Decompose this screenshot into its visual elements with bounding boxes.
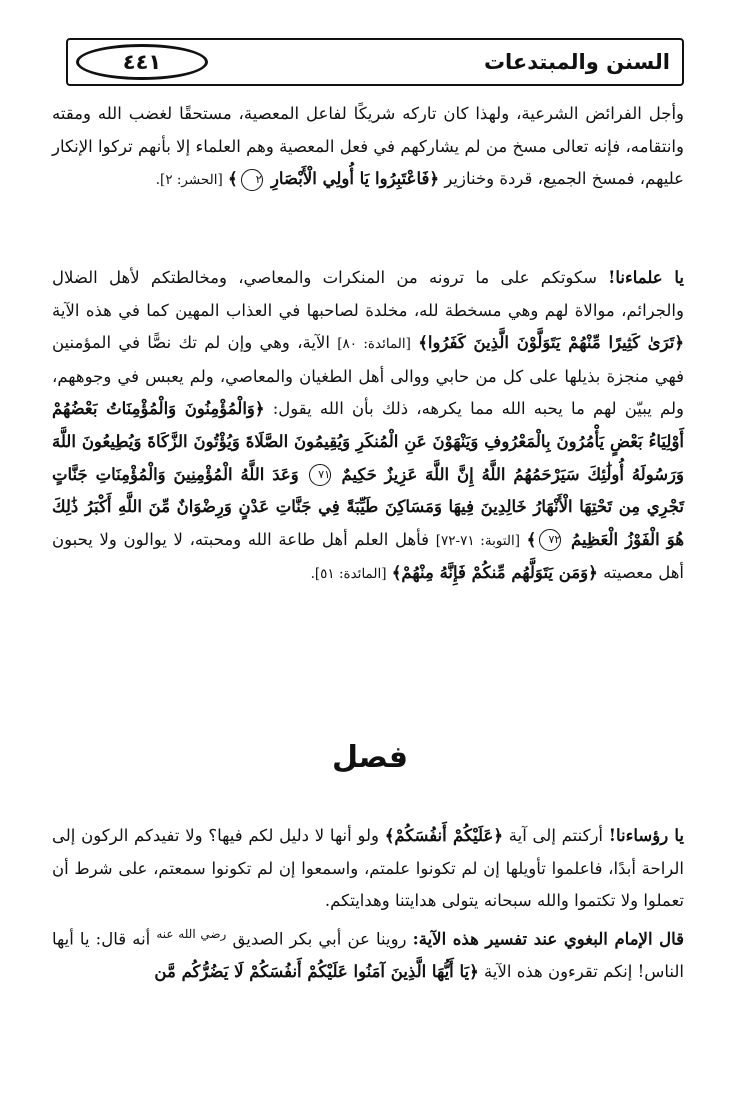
verse-number-marker: ٧١	[309, 464, 331, 486]
honorific-symbol: رضي الله عنه	[156, 926, 227, 941]
paragraph-text: أنه قال: يا أيها الناس! إنكم تقرءون هذه الآية	[52, 929, 684, 981]
running-title: السنن والمبتدعات	[483, 50, 670, 74]
verse-number-marker: ٢	[241, 169, 263, 191]
paragraph-text: روينا عن أبي بكر الصديق	[232, 929, 407, 949]
verse-reference: [التوبة: ٧١-٧٢]	[435, 532, 521, 549]
page-number: ٤٤١	[122, 50, 162, 74]
quran-quote: ﴿فَاعْتَبِرُوا يَا أُولِي الْأَبْصَارِ	[270, 169, 440, 189]
page-header	[66, 38, 684, 86]
page-number-oval	[76, 44, 208, 80]
paragraph-3	[52, 820, 684, 988]
quran-quote: وَعَدَ اللَّهُ الْمُؤْمِنِينَ وَالْمُؤْمِنَاتِ جَنَّاتٍ تَجْرِي مِن تَحْتِهَا الْأَنْهَارُ خَالِدِينَ فِيهَا وَمَسَاكِنَ طَيِّبَةً فِي جَنَّاتِ عَدْنٍ وَرِضْوَانٌ مِّنَ اللَّهِ أَكْبَرُ ذَٰلِكَ هُوَ الْفَوْزُ الْعَظِيمُ	[52, 464, 685, 549]
paragraph-text: ولو أنها لا دليل لكم فيها؟ ولا تفيدكم الركون إلى الراحة أبدًا، فاعلموا تأويلها إن لم تكونوا علمتم، واسمعوا إن لم تكونوا سمعتم، على شرط أن تعملوا ولا تكتموا والله سبحانه يتولى هدايتنا وهدايتكم.	[52, 826, 684, 911]
verse-reference: [المائدة: ٨٠]	[337, 336, 411, 353]
paragraph-text: أركنتم إلى آية	[508, 826, 603, 845]
quran-close: ﴾	[228, 169, 238, 189]
paragraph-lead: قال الإمام البغوي عند تفسير هذه الآية:	[412, 929, 685, 949]
paragraph-text: الآية، وهي وإن لم تك نصًّا في المؤمنين فهي منجزة بذيلها على كل من حابي ووالى أهل الطغيان والمعاصي، ولم يعبس في وجوههم، ولم يبيّن لهم ما يحبه الله مما يكرهه، ذلك بأن الله يقول:	[52, 333, 684, 419]
paragraph-lead: يا علماءنا!	[608, 268, 684, 287]
paragraph-2	[52, 262, 684, 591]
paragraph-text: سكوتكم على ما ترونه من المنكرات والمعاصي، ومخالطتكم لأهل الضلال والجرائم، موالاة لهم وهي مسخطة لله، مخلدة لصاحبها في العذاب المهين كما في هذه الآية	[52, 268, 684, 320]
quran-quote: ﴿عَلَيْكُمْ أَنفُسَكُمْ﴾	[384, 826, 504, 845]
paragraph-lead: يا رؤساءنا!	[608, 826, 685, 845]
paragraph-text: فأهل العلم أهل طاعة الله ومحبته، لا يوالون ولا يحبون أهل معصيته	[52, 529, 684, 583]
quran-close: ﴾	[526, 529, 537, 549]
paragraph-text: وأجل الفرائض الشرعية، ولهذا كان تاركه شريكًا لفاعل المعصية، مستحقًا لغضب الله ومقته وانتقامه، فإنه تعالى مسخ من لم يشاركهم في فعل المعصية وهم العلماء إلا بأنهم تركوا الإنكار عليهم، فمسخ الجميع، قردة وخنازير	[52, 104, 684, 189]
quran-quote: ﴿يَا أَيُّهَا الَّذِينَ آمَنُوا عَلَيْكُمْ أَنفُسَكُمْ لَا يَضُرُّكُم مَّن	[154, 961, 479, 981]
paragraph-1	[52, 98, 684, 197]
verse-reference: [الحشر: ٢].	[155, 172, 223, 189]
quran-quote: ﴿وَمَن يَتَوَلَّهُم مِّنكُمْ فَإِنَّهُ مِنْهُمْ﴾	[391, 563, 598, 583]
quran-quote: ﴿وَالْمُؤْمِنُونَ وَالْمُؤْمِنَاتُ بَعْضُهُمْ أَوْلِيَاءُ بَعْضٍ يَأْمُرُونَ بِالْمَعْرُوفِ وَيَنْهَوْنَ عَنِ الْمُنكَرِ وَيُقِيمُونَ الصَّلَاةَ وَيُؤْتُونَ الزَّكَاةَ وَيُطِيعُونَ اللَّهَ وَرَسُولَهُ أُولَٰئِكَ سَيَرْحَمُهُمُ اللَّهُ إِنَّ اللَّهَ عَزِيزٌ حَكِيمٌ	[52, 399, 684, 484]
verse-number-marker: ٧٢	[539, 529, 561, 551]
verse-reference: [المائدة: ٥١].	[310, 566, 387, 583]
section-heading: فصل	[332, 740, 408, 775]
quran-quote: ﴿تَرَىٰ كَثِيرًا مِّنْهُمْ يَتَوَلَّوْنَ الَّذِينَ كَفَرُوا﴾	[418, 333, 685, 353]
